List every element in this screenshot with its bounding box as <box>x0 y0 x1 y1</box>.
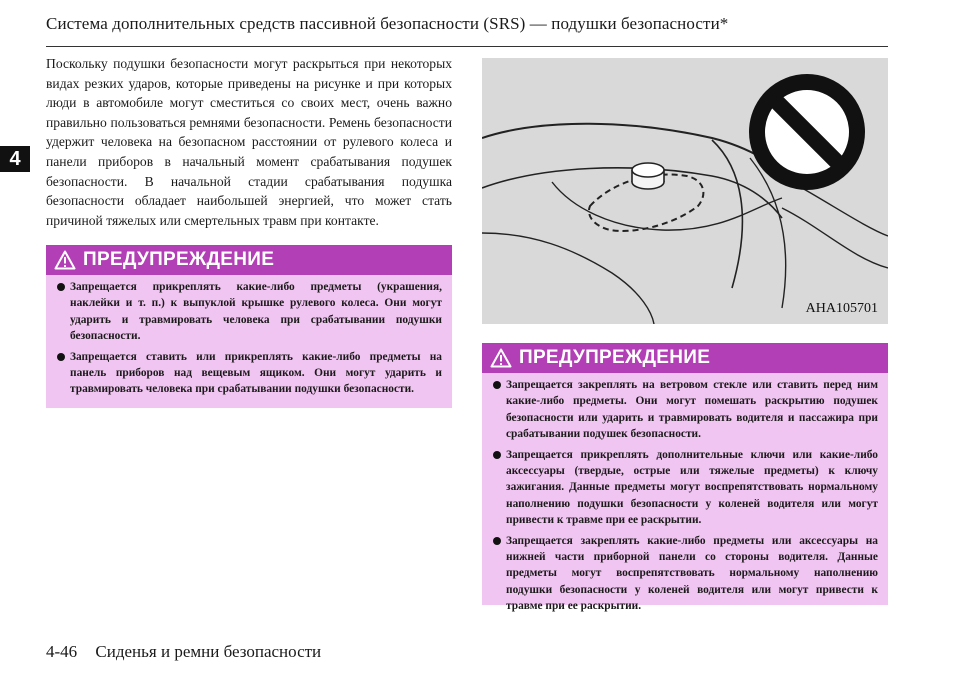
warning-triangle-icon <box>54 250 76 270</box>
warning-triangle-icon <box>490 348 512 368</box>
warning-item: Запрещается прикреплять дополнительные ключи или какие-либо аксессуары (твердые, острые или тяжелые предметы) к ключу зажигания. Данные предметы могут воспрепятствовать нормальному наполнению подушки безопасности у коленей водителя или могут привести к травме при ее раскрытии. <box>492 447 878 529</box>
prohibition-sign-icon <box>757 82 857 182</box>
warning-item: Запрещается закреплять на ветровом стекле или ставить перед ним какие-либо предметы. Они могут помешать раскрытию подушек безопасности или ударить и травмировать водителя и пассажира при срабатывании подушек безопасности. <box>492 377 878 443</box>
section-name: Сиденья и ремни безопасности <box>95 642 322 661</box>
warning-item: Запрещается закреплять какие-либо предметы или аксессуары на нижней части приборной панели со стороны водителя. Данные предметы могут воспрепятствовать нормальному наполнению подушки безопасности у коленей водителя или могут привести к травме при ее раскрытии. <box>492 533 878 615</box>
warning-header <box>482 343 888 373</box>
illustration-code: AHA105701 <box>805 301 878 316</box>
warning-list <box>482 373 888 625</box>
warning-box-left <box>46 245 452 408</box>
warning-item: Запрещается прикреплять какие-либо предметы (украшения, наклейки и т. п.) к выпуклой крышке рулевого колеса. Они могут ударить и травмировать человека при срабатывании подушки безопасности. <box>56 279 442 345</box>
warning-title: ПРЕДУПРЕЖДЕНИЕ <box>519 347 711 368</box>
header-divider <box>46 46 888 47</box>
page-header-title: Система дополнительных средств пассивной безопасности (SRS) — подушки безопасности* <box>46 14 729 33</box>
illustration-panel <box>482 58 888 324</box>
warning-title: ПРЕДУПРЕЖДЕНИЕ <box>83 249 275 270</box>
warning-item: Запрещается ставить или прикреплять какие-либо предметы на панель приборов над вещевым ящиком. Они могут ударить и травмировать человека при срабатывании подушки безопасности. <box>56 349 442 398</box>
warning-box-right <box>482 343 888 613</box>
page-number: 4-46 <box>46 642 78 661</box>
chapter-tab: 4 <box>0 146 30 172</box>
warning-header <box>46 245 452 275</box>
page-footer <box>46 642 335 662</box>
dashboard-illustration <box>482 58 888 324</box>
body-paragraph: Поскольку подушки безопасности могут раскрыться при некоторых видах резких ударов, которые приведены на рисунке и при которых люди в автомобиле могут сместиться со своих мест, очень важно правильно пользоваться ремнями безопасности. Ремень безопасности удержит человека на безопасном расстоянии от рулевого колеса и панели приборов в начальный момент срабатывания подушек безопасности. В начальной стадии срабатывания подушка безопасности обладает наибольшей энергией, что может стать причиной тяжелых или смертельных травм при контакте. <box>46 56 452 228</box>
warning-list <box>46 275 452 408</box>
